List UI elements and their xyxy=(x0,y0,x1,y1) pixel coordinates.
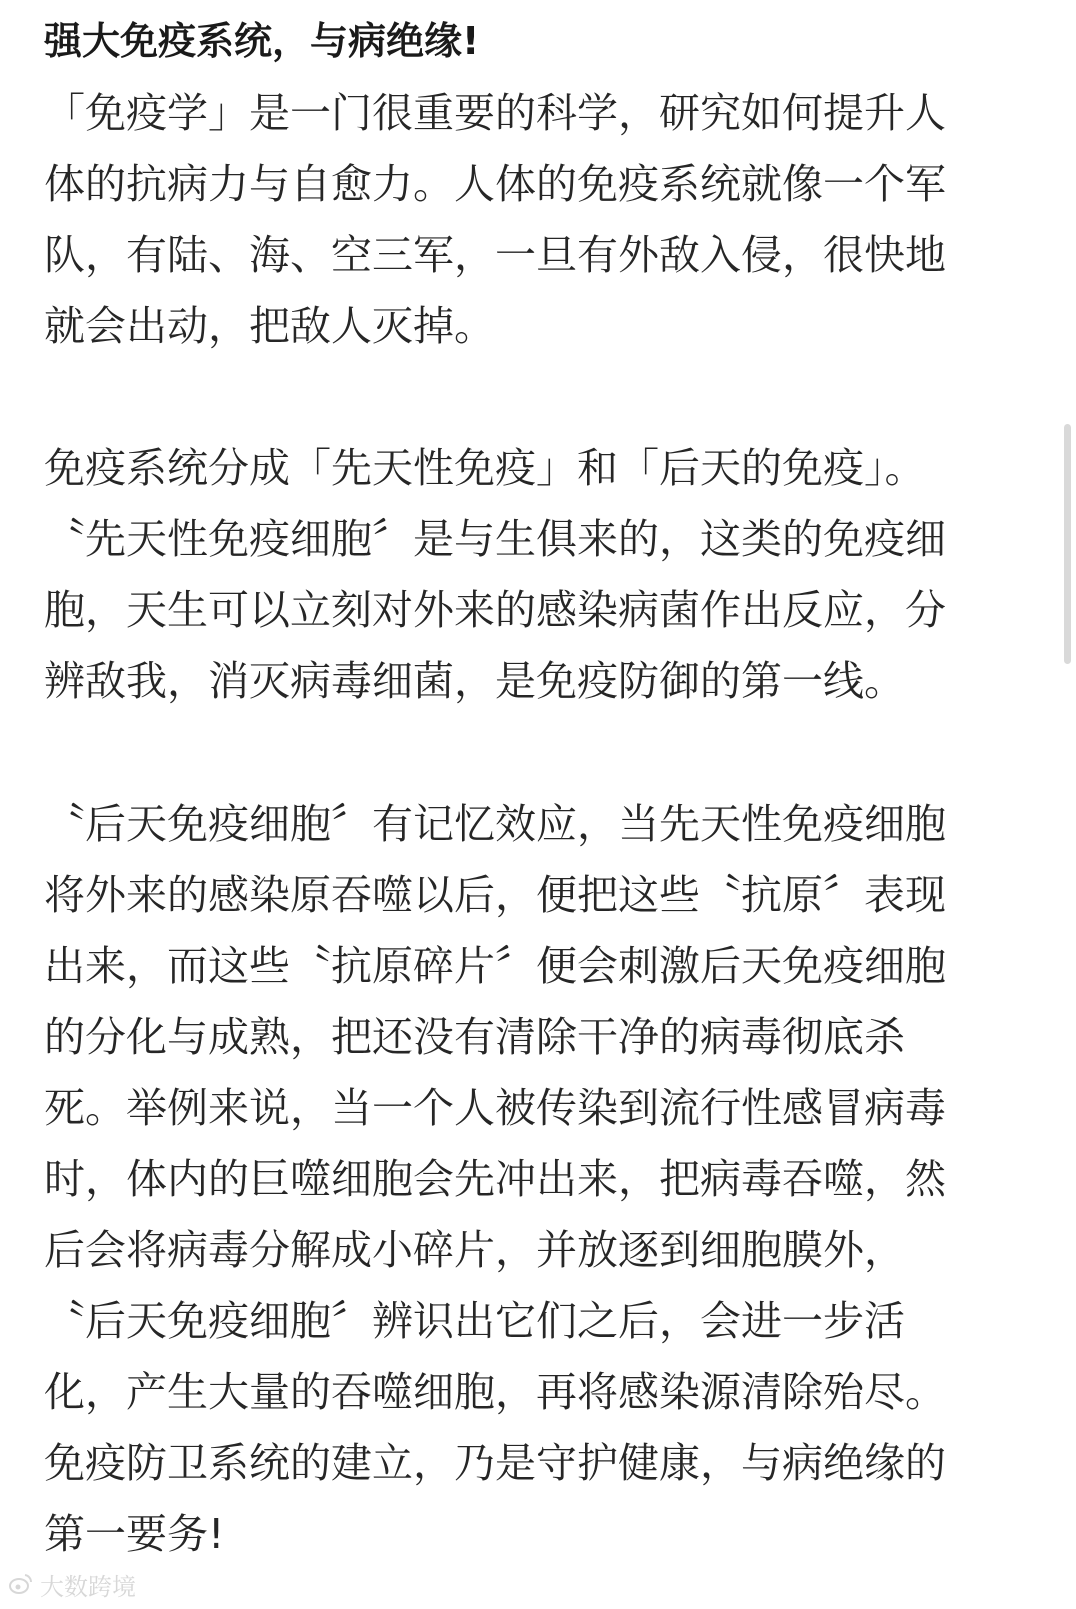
paragraph-line: 第一要务! xyxy=(44,1510,225,1558)
paragraph-line: 出来，而这些〝抗原碎片〞便会刺激后天免疫细胞 xyxy=(44,942,946,990)
watermark-text: 大数跨境 xyxy=(40,1572,136,1601)
scrollbar[interactable] xyxy=(1064,424,1071,664)
paragraph-line: 「免疫学」是一门很重要的科学，研究如何提升人 xyxy=(44,89,946,137)
paragraph-3 xyxy=(44,789,946,1570)
paragraph-line: 胞，天生可以立刻对外来的感染病菌作出反应，分 xyxy=(44,586,946,634)
paragraph-line: 后会将病毒分解成小碎片，并放逐到细胞膜外， xyxy=(44,1226,905,1274)
paragraph-line: 队，有陆、海、空三军，一旦有外敌入侵，很快地 xyxy=(44,231,946,279)
paragraph-line: 的分化与成熟，把还没有清除干净的病毒彻底杀 xyxy=(44,1013,905,1061)
paragraph-line: 〝先天性免疫细胞〞是与生俱来的，这类的免疫细 xyxy=(44,515,946,563)
paragraph-line: 时，体内的巨噬细胞会先冲出来，把病毒吞噬，然 xyxy=(44,1155,946,1203)
paragraph-1 xyxy=(44,78,946,362)
paragraph-line: 将外来的感染原吞噬以后，便把这些〝抗原〞表现 xyxy=(44,871,946,919)
paragraph-line: 免疫系统分成「先天性免疫」和「后天的免疫」。 xyxy=(44,444,926,492)
paragraph-line: 免疫防卫系统的建立，乃是守护健康，与病绝缘的 xyxy=(44,1439,946,1487)
paragraph-line: 死。举例来说，当一个人被传染到流行性感冒病毒 xyxy=(44,1084,946,1132)
weibo-logo-icon xyxy=(8,1571,34,1597)
paragraph-2 xyxy=(44,433,946,717)
paragraph-line: 化，产生大量的吞噬细胞，再将感染源清除殆尽。 xyxy=(44,1368,946,1416)
paragraph-line: 〝后天免疫细胞〞有记忆效应，当先天性免疫细胞 xyxy=(44,800,946,848)
paragraph-line: 辨敌我，消灭病毒细菌，是免疫防御的第一线。 xyxy=(44,657,905,705)
paragraph-line: 〝后天免疫细胞〞辨识出它们之后，会进一步活 xyxy=(44,1297,905,1345)
paragraph-line: 就会出动，把敌人灭掉。 xyxy=(44,302,495,350)
paragraph-line: 体的抗病力与自愈力。人体的免疫系统就像一个军 xyxy=(44,160,946,208)
watermark xyxy=(8,1566,136,1602)
article-title: 强大免疫系统，与病绝缘! xyxy=(44,19,480,63)
